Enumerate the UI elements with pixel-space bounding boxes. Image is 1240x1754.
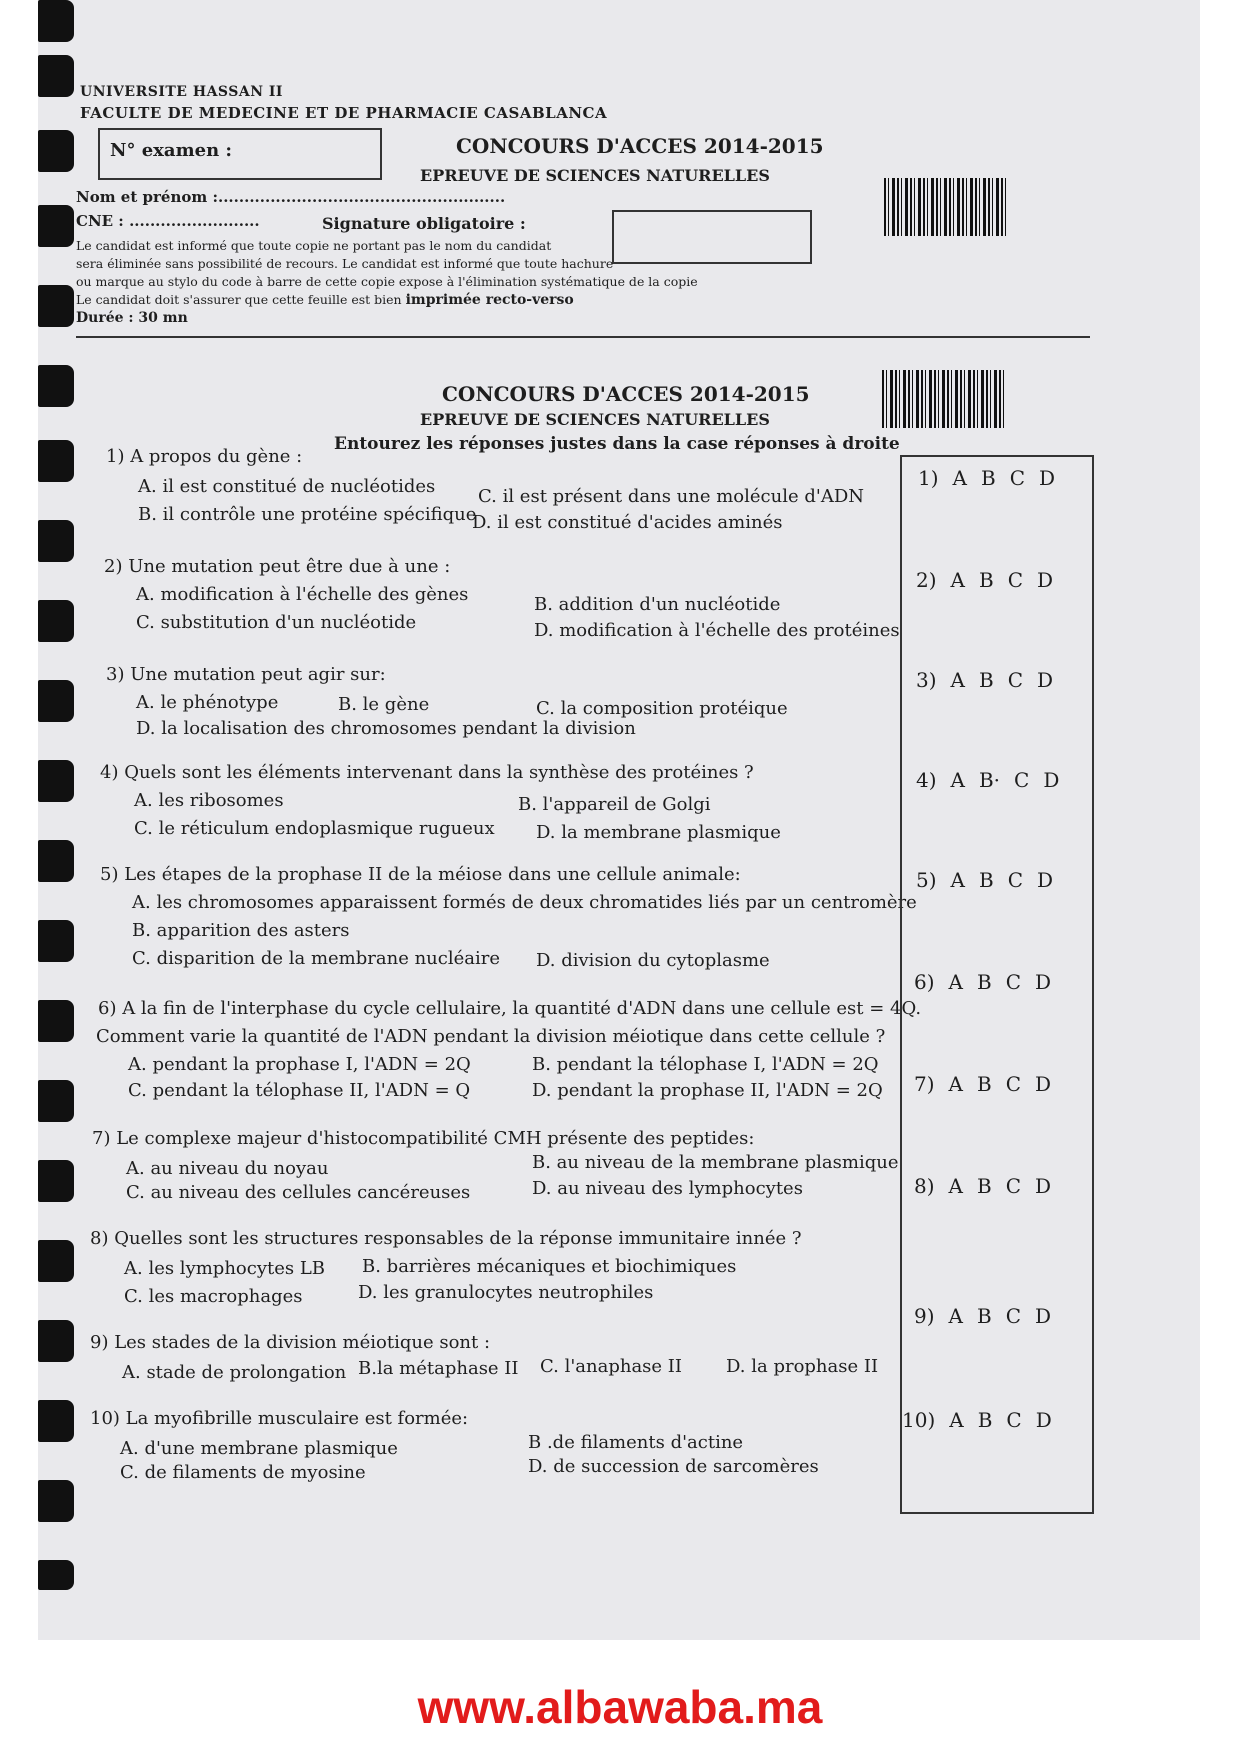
answer-row-7 — [914, 1072, 1065, 1096]
answer-2-a[interactable]: A — [950, 568, 965, 592]
answer-7-c[interactable]: C — [1005, 1072, 1021, 1096]
answer-3-c[interactable]: C — [1007, 668, 1023, 692]
q4-option-b: B. l'appareil de Golgi — [518, 794, 711, 815]
answer-7-d[interactable]: D — [1035, 1072, 1052, 1096]
q1-option-a: A. il est constitué de nucléotides — [138, 476, 436, 497]
answer-1-c[interactable]: C — [1009, 466, 1025, 490]
answer-2-number: 2) — [916, 568, 937, 592]
answer-row-2 — [916, 568, 1067, 592]
q10-option-d: D. de succession de sarcomères — [528, 1456, 819, 1477]
question-4: 4) Quels sont les éléments intervenant dans la synthèse des protéines ? — [100, 762, 754, 783]
answer-1-a[interactable]: A — [952, 466, 967, 490]
answer-10-a[interactable]: A — [949, 1408, 964, 1432]
answer-1-number: 1) — [918, 466, 939, 490]
answer-7-b[interactable]: B — [976, 1072, 992, 1096]
header-exam-subject: EPREUVE DE SCIENCES NATURELLES — [420, 166, 770, 185]
q3-option-a: A. le phénotype — [136, 692, 279, 713]
q10-option-b: B .de filaments d'actine — [528, 1432, 744, 1453]
question-6-line-2: Comment varie la quantité de l'ADN pendant la division méiotique dans cette cellule ? — [96, 1026, 886, 1047]
q9-option-b: B.la métaphase II — [358, 1358, 519, 1379]
spiral-binding — [38, 0, 78, 1640]
q5-option-b: B. apparition des asters — [132, 920, 350, 941]
exam-number-label: N° examen : — [110, 140, 233, 161]
answer-5-d[interactable]: D — [1037, 868, 1054, 892]
cne-field[interactable]: CNE : ......................... — [76, 212, 260, 230]
q3-option-c: C. la composition protéique — [536, 698, 788, 719]
answer-7-number: 7) — [914, 1072, 935, 1096]
q2-option-a: A. modification à l'échelle des gènes — [136, 584, 469, 605]
website-link[interactable]: www.albawaba.ma — [417, 1681, 823, 1733]
q8-option-d: D. les granulocytes neutrophiles — [358, 1282, 654, 1303]
answer-3-a[interactable]: A — [950, 668, 965, 692]
answer-1-d[interactable]: D — [1039, 466, 1056, 490]
q2-option-b: B. addition d'un nucléotide — [534, 594, 781, 615]
notice-line-3: ou marque au stylo du code à barre de cette copie expose à l'élimination systématique de la copie — [76, 274, 698, 289]
answer-2-d[interactable]: D — [1037, 568, 1054, 592]
answer-5-b[interactable]: B — [978, 868, 994, 892]
answer-6-d[interactable]: D — [1035, 970, 1052, 994]
answer-row-9 — [914, 1304, 1065, 1328]
q3-option-b: B. le gène — [338, 694, 430, 715]
question-1: 1) A propos du gène : — [106, 446, 303, 467]
answer-1-b[interactable]: B — [980, 466, 996, 490]
q4-option-d: D. la membrane plasmique — [536, 822, 781, 843]
answer-3-b[interactable]: B — [978, 668, 994, 692]
answer-2-c[interactable]: C — [1007, 568, 1023, 592]
name-field[interactable]: Nom et prénom :....................................................... — [76, 188, 506, 206]
q4-option-a: A. les ribosomes — [134, 790, 284, 811]
q7-option-c: C. au niveau des cellules cancéreuses — [126, 1182, 471, 1203]
duration: Durée : 30 mn — [76, 310, 188, 326]
answer-4-number: 4) — [916, 768, 937, 792]
q8-option-b: B. barrières mécaniques et biochimiques — [362, 1256, 737, 1277]
answer-9-b[interactable]: B — [976, 1304, 992, 1328]
answer-6-a[interactable]: A — [948, 970, 963, 994]
signature-label: Signature obligatoire : — [322, 214, 526, 233]
question-7: 7) Le complexe majeur d'histocompatibilité CMH présente des peptides: — [92, 1128, 755, 1149]
question-8: 8) Quelles sont les structures responsables de la réponse immunitaire innée ? — [90, 1228, 802, 1249]
notice-recto-verso: imprimée recto-verso — [405, 292, 574, 308]
answer-6-c[interactable]: C — [1005, 970, 1021, 994]
answer-9-d[interactable]: D — [1035, 1304, 1052, 1328]
answer-10-d[interactable]: D — [1035, 1408, 1052, 1432]
answer-6-b[interactable]: B — [976, 970, 992, 994]
answer-9-number: 9) — [914, 1304, 935, 1328]
answer-row-4 — [916, 768, 1073, 792]
notice-line-2: sera éliminée sans possibilité de recours. Le candidat est informé que toute hachure — [76, 256, 614, 271]
section-exam-subject: EPREUVE DE SCIENCES NATURELLES — [420, 410, 770, 429]
answer-2-b[interactable]: B — [978, 568, 994, 592]
answer-9-a[interactable]: A — [948, 1304, 963, 1328]
exam-number-box[interactable] — [98, 128, 382, 180]
notice-line-4 — [76, 292, 574, 308]
answer-row-1 — [918, 466, 1069, 490]
question-6: 6) A la fin de l'interphase du cycle cellulaire, la quantité d'ADN dans une cellule est = 4Q. — [98, 998, 922, 1019]
q6-option-b: B. pendant la télophase I, l'ADN = 2Q — [532, 1054, 879, 1075]
answer-4-d[interactable]: D — [1043, 768, 1060, 792]
answer-8-d[interactable]: D — [1035, 1174, 1052, 1198]
q4-option-c: C. le réticulum endoplasmique rugueux — [134, 818, 495, 839]
q9-option-c: C. l'anaphase II — [540, 1356, 683, 1377]
q9-option-a: A. stade de prolongation — [122, 1362, 347, 1383]
answer-row-3 — [916, 668, 1067, 692]
answer-10-c[interactable]: C — [1006, 1408, 1022, 1432]
barcode-section — [882, 370, 1006, 428]
answer-row-10 — [902, 1408, 1066, 1432]
answer-3-d[interactable]: D — [1037, 668, 1054, 692]
q1-option-c: C. il est présent dans une molécule d'ADN — [478, 486, 865, 507]
question-2: 2) Une mutation peut être due à une : — [104, 556, 451, 577]
answer-9-c[interactable]: C — [1005, 1304, 1021, 1328]
answer-8-number: 8) — [914, 1174, 935, 1198]
answer-5-a[interactable]: A — [950, 868, 965, 892]
question-9: 9) Les stades de la division méiotique sont : — [90, 1332, 491, 1353]
answer-4-c[interactable]: C — [1014, 768, 1030, 792]
q5-option-d: D. division du cytoplasme — [536, 950, 770, 971]
answer-6-number: 6) — [914, 970, 935, 994]
q2-option-d: D. modification à l'échelle des protéines — [534, 620, 900, 641]
q3-option-d: D. la localisation des chromosomes pendant la division — [136, 718, 636, 739]
answer-4-a[interactable]: A — [950, 768, 965, 792]
instruction: Entourez les réponses justes dans la case réponses à droite — [334, 434, 900, 454]
q2-option-c: C. substitution d'un nucléotide — [136, 612, 417, 633]
q5-option-c: C. disparition de la membrane nucléaire — [132, 948, 500, 969]
answer-4-b[interactable]: B· — [978, 768, 1001, 792]
answer-row-5 — [916, 868, 1067, 892]
answer-8-c[interactable]: C — [1005, 1174, 1021, 1198]
question-3: 3) Une mutation peut agir sur: — [106, 664, 386, 685]
answer-row-6 — [914, 970, 1065, 994]
signature-box[interactable] — [612, 210, 812, 264]
q10-option-c: C. de filaments de myosine — [120, 1462, 366, 1483]
q6-option-a: A. pendant la prophase I, l'ADN = 2Q — [128, 1054, 471, 1075]
notice-line-4-text: Le candidat doit s'assurer que cette feuille est bien — [76, 292, 402, 307]
q8-option-a: A. les lymphocytes LB — [124, 1258, 326, 1279]
q6-option-c: C. pendant la télophase II, l'ADN = Q — [128, 1080, 471, 1101]
answer-3-number: 3) — [916, 668, 937, 692]
answer-7-a[interactable]: A — [948, 1072, 963, 1096]
q1-option-d: D. il est constitué d'acides aminés — [472, 512, 783, 533]
header-contest-title: CONCOURS D'ACCES 2014-2015 — [456, 134, 824, 158]
answer-row-8 — [914, 1174, 1065, 1198]
answer-8-b[interactable]: B — [976, 1174, 992, 1198]
question-5: 5) Les étapes de la prophase II de la méiose dans une cellule animale: — [100, 864, 741, 885]
q1-option-b: B. il contrôle une protéine spécifique — [138, 504, 477, 525]
q10-option-a: A. d'une membrane plasmique — [120, 1438, 398, 1459]
answer-10-number: 10) — [902, 1408, 936, 1432]
q8-option-c: C. les macrophages — [124, 1286, 303, 1307]
notice-line-1: Le candidat est informé que toute copie ne portant pas le nom du candidat — [76, 238, 552, 253]
faculty-name: FACULTE DE MEDECINE ET DE PHARMACIE CASABLANCA — [80, 104, 608, 122]
q9-option-d: D. la prophase II — [726, 1356, 879, 1377]
university-name: UNIVERSITE HASSAN II — [80, 84, 283, 100]
q7-option-d: D. au niveau des lymphocytes — [532, 1178, 803, 1199]
q7-option-a: A. au niveau du noyau — [126, 1158, 329, 1179]
answer-8-a[interactable]: A — [948, 1174, 963, 1198]
answer-5-number: 5) — [916, 868, 937, 892]
header-divider — [76, 336, 1090, 338]
barcode-top — [884, 178, 1008, 236]
answer-10-b[interactable]: B — [977, 1408, 993, 1432]
q7-option-b: B. au niveau de la membrane plasmique — [532, 1152, 899, 1173]
answer-5-c[interactable]: C — [1007, 868, 1023, 892]
q6-option-d: D. pendant la prophase II, l'ADN = 2Q — [532, 1080, 883, 1101]
section-contest-title: CONCOURS D'ACCES 2014-2015 — [442, 382, 810, 406]
q5-option-a: A. les chromosomes apparaissent formés de deux chromatides liés par un centromère — [132, 892, 917, 913]
question-10: 10) La myofibrille musculaire est formée: — [90, 1408, 469, 1429]
